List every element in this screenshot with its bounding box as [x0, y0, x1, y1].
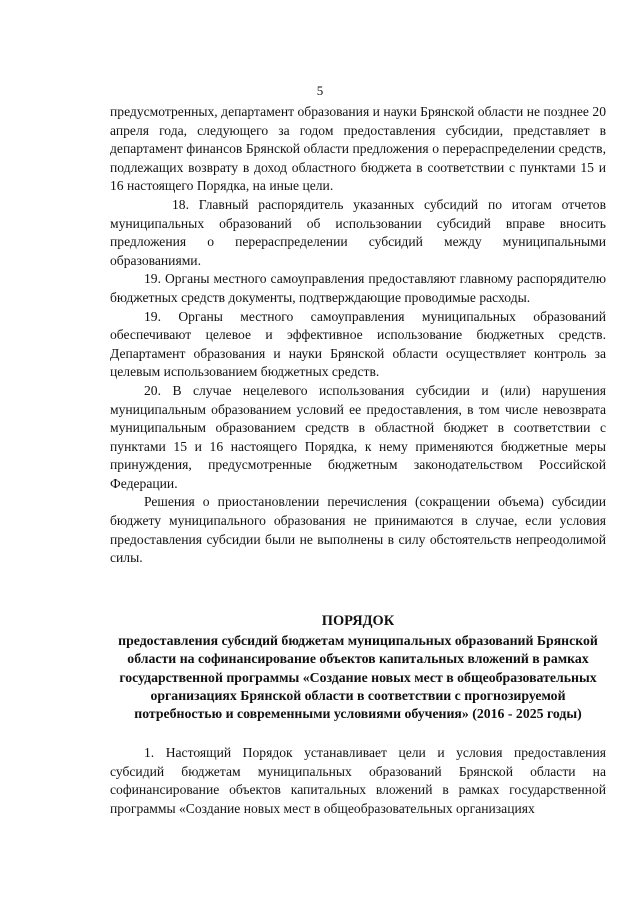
paragraph-1: 1. Настоящий Порядок устанавливает цели и условия предоставления субсидий бюджетам муниципальных образований Брянской области на софинансирование объектов капитальных вложений в рамках государственной программы «Создание новых мест в общеобразовательных организациях [110, 745, 606, 816]
section-heading [110, 612, 606, 723]
text-block-top [110, 103, 606, 568]
paragraph-20: 20. В случае нецелевого использования субсидии и (или) нарушения муниципальным образованием условий ее предоставления, в том числе невозврата муниципальным образованием средств в областной бюджет в соответствии с пунктами 15 и 16 настоящего Порядка, к нему применяются бюджетные меры принуждения, предусмотренные бюджетным законодательством Российской Федерации. [110, 382, 606, 491]
paragraph-decisions: Решения о приостановлении перечисления (сокращении объема) субсидии бюджету муниципального образования не принимаются в случае, если условия предоставления субсидии были не выполнены в силу обстоятельств непреодолимой силы. [110, 494, 606, 566]
paragraph-19-b: 19. Органы местного самоуправления муниципальных образований обеспечивают целевое и эффективное использование бюджетных средств. Департамент образования и науки Брянской области осуществляет контроль за целевым использованием бюджетных средств. [110, 308, 606, 380]
paragraph-continuation: предусмотренных, департамент образования и науки Брянской области не позднее 20 апреля года, следующего за годом предоставления субсидии, представляет в департамент финансов Брянской области предложения о перераспределении средств, подлежащих возврату в доход областного бюджета в соответствии с пунктами 15 и 16 настоящего Порядка, на иные цели. [110, 104, 606, 194]
heading-title: ПОРЯДОК [321, 613, 395, 629]
paragraph-19-a: 19. Органы местного самоуправления предоставляют главному распорядителю бюджетных средств документы, подтверждающие проводимые расходы. [110, 271, 606, 305]
text-block-bottom [110, 744, 606, 818]
heading-subtitle: предоставления субсидий бюджетам муниципальных образований Брянской области на софинансирование объектов капитальных вложений в рамках государственной программы «Создание новых мест в общеобразовательных организациях Брянской области в соответствии с прогнозируемой потребностью и современными условиями обучения» (2016 - 2025 годы) [118, 633, 598, 722]
page-number: 5 [316, 83, 324, 98]
paragraph-18: 18. Главный распорядитель указанных субсидий по итогам отчетов муниципальных образований об использовании субсидий вправе вносить предложения о перераспределении субсидий между муниципальными образованиями. [110, 196, 606, 268]
